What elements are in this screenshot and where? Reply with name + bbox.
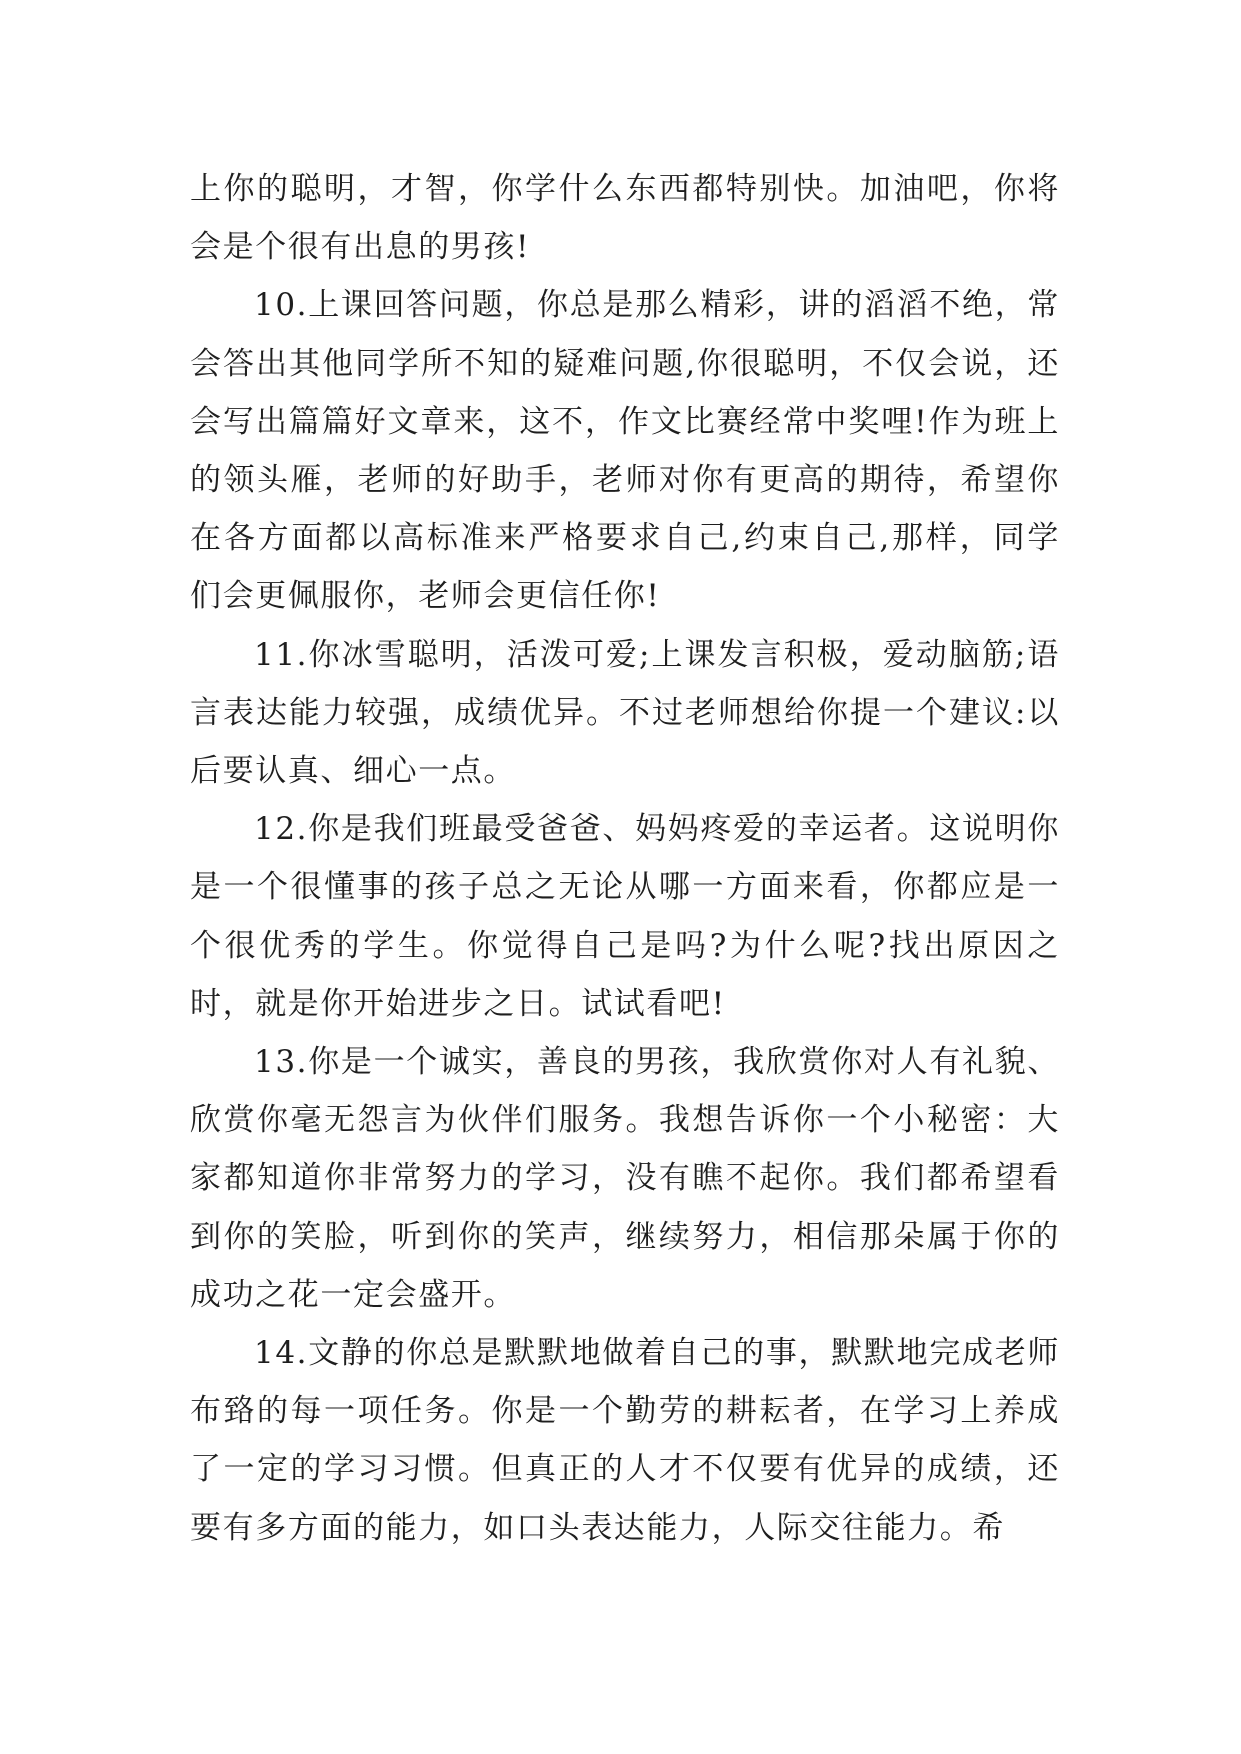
paragraph-continuation: 上你的聪明，才智，你学什么东西都特别快。加油吧，你将会是个很有出息的男孩!	[190, 171, 1060, 266]
paragraph-item-12: 12.你是我们班最受爸爸、妈妈疼爱的幸运者。这说明你是一个很懂事的孩子总之无论从哪一方面来看，你都应是一个很优秀的学生。你觉得自己是吗?为什么呢?找出原因之时，就是你开始进步之日。试试看吧!	[190, 811, 1060, 1022]
document-body	[190, 160, 1060, 1557]
paragraph-item-10: 10.上课回答问题，你总是那么精彩，讲的滔滔不绝，常会答出其他同学所不知的疑难问题,你很聪明，不仅会说，还会写出篇篇好文章来，这不，作文比赛经常中奖哩!作为班上的领头雁，老师的好助手，老师对你有更高的期待，希望你在各方面都以高标准来严格要求自己,约束自己,那样，同学们会更佩服你，老师会更信任你!	[190, 287, 1060, 615]
paragraph-item-13: 13.你是一个诚实，善良的男孩，我欣赏你对人有礼貌、欣赏你毫无怨言为伙伴们服务。我想告诉你一个小秘密：大家都知道你非常努力的学习，没有瞧不起你。我们都希望看到你的笑脸，听到你的笑声，继续努力，相信那朵属于你的成功之花一定会盛开。	[190, 1044, 1060, 1313]
paragraph-item-14: 14.文静的你总是默默地做着自己的事，默默地完成老师布臵的每一项任务。你是一个勤劳的耕耘者，在学习上养成了一定的学习习惯。但真正的人才不仅要有优异的成绩，还要有多方面的能力，如口头表达能力，人际交往能力。希	[190, 1335, 1060, 1546]
paragraph-item-11: 11.你冰雪聪明，活泼可爱;上课发言积极，爱动脑筋;语言表达能力较强，成绩优异。不过老师想给你提一个建议:以后要认真、细心一点。	[190, 636, 1060, 790]
